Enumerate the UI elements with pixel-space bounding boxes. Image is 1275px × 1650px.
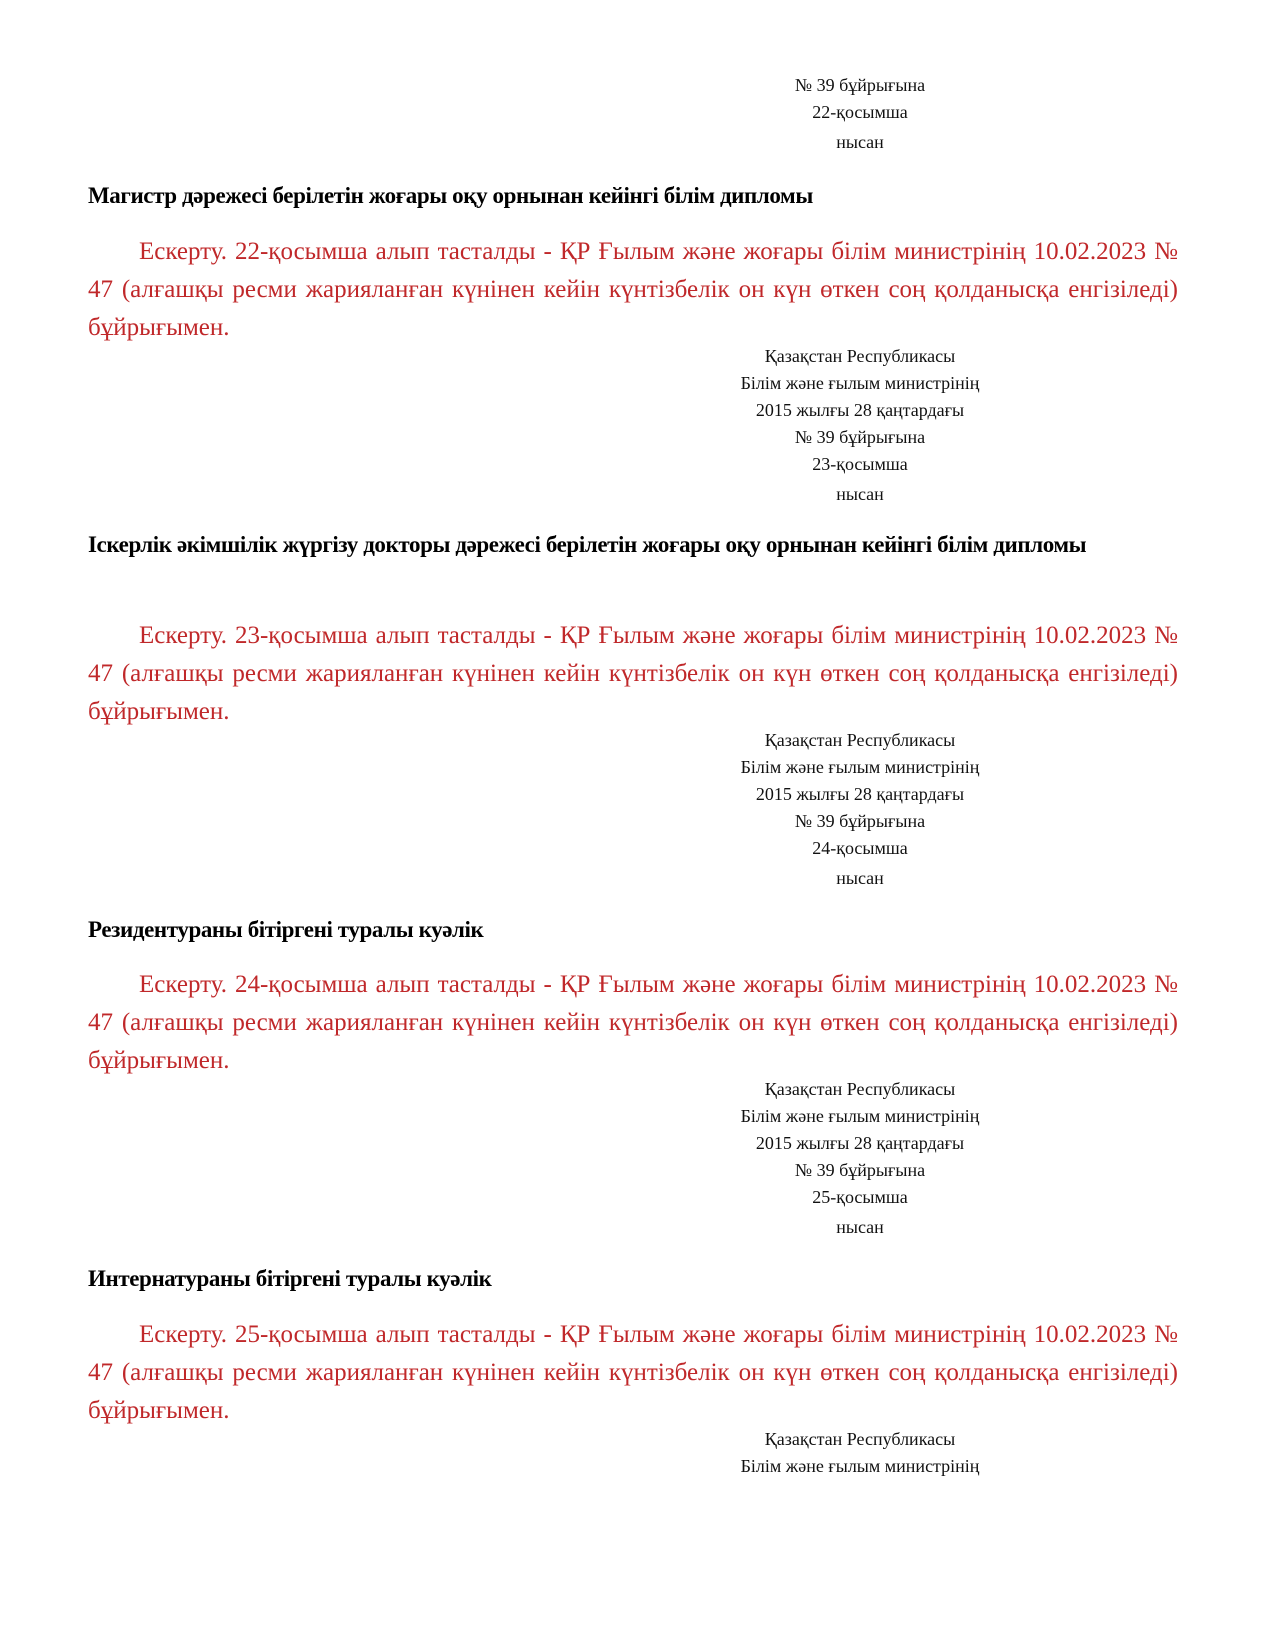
stamp-line: № 39 бұйрығына: [794, 1160, 926, 1180]
deletion-note: Ескерту. 22-қосымша алып тасталды - ҚР Ғылым және жоғары білім министрінің 10.02.2023 № 47 (алғашқы ресми жарияланған күнінен кейін күнтізбелік он күн өткен соң қолданысқа енгізіледі) бұйрығымен.: [88, 238, 1178, 341]
deletion-note: Ескерту. 25-қосымша алып тасталды - ҚР Ғылым және жоғары білім министрінің 10.02.2023 № 47 (алғашқы ресми жарияланған күнінен кейін күнтізбелік он күн өткен соң қолданысқа енгізіледі) бұйрығымен.: [88, 1321, 1178, 1424]
appendix-stamp-26: [700, 1426, 1020, 1480]
stamp-line: Қазақстан Республикасы: [764, 1079, 956, 1099]
appendix-stamp-24: [700, 727, 1020, 892]
stamp-form-label: нысан: [836, 868, 884, 888]
stamp-form-label: нысан: [836, 132, 884, 152]
stamp-line: Қазақстан Республикасы: [764, 730, 956, 750]
stamp-line: Білім және ғылым министрінің: [740, 1456, 980, 1476]
stamp-line: 23-қосымша: [812, 454, 908, 474]
stamp-line: 22-қосымша: [812, 102, 908, 122]
stamp-line: 2015 жылғы 28 қаңтардағы: [755, 784, 965, 804]
stamp-form-label: нысан: [836, 1217, 884, 1237]
section-heading: Резидентураны бітіргені туралы куәлік: [88, 917, 484, 942]
appendix-stamp-22: [700, 72, 1020, 156]
appendix-stamp-25: [700, 1076, 1020, 1241]
section-heading: Магистр дәрежесі берілетін жоғары оқу орнынан кейінгі білім дипломы: [88, 183, 813, 208]
stamp-form-label: нысан: [836, 484, 884, 504]
stamp-line: 2015 жылғы 28 қаңтардағы: [755, 400, 965, 420]
stamp-line: № 39 бұйрығына: [794, 427, 926, 447]
deletion-note: Ескерту. 23-қосымша алып тасталды - ҚР Ғылым және жоғары білім министрінің 10.02.2023 № 47 (алғашқы ресми жарияланған күнінен кейін күнтізбелік он күн өткен соң қолданысқа енгізіледі) бұйрығымен.: [88, 622, 1178, 725]
section-heading: Интернатураны бітіргені туралы куәлік: [88, 1266, 492, 1291]
stamp-line: Білім және ғылым министрінің: [740, 373, 980, 393]
stamp-line: Қазақстан Республикасы: [764, 346, 956, 366]
deletion-note: Ескерту. 24-қосымша алып тасталды - ҚР Ғылым және жоғары білім министрінің 10.02.2023 № 47 (алғашқы ресми жарияланған күнінен кейін күнтізбелік он күн өткен соң қолданысқа енгізіледі) бұйрығымен.: [88, 971, 1178, 1074]
stamp-line: № 39 бұйрығына: [794, 811, 926, 831]
stamp-line: Білім және ғылым министрінің: [740, 757, 980, 777]
section-heading: Іскерлік әкімшілік жүргізу докторы дәрежесі берілетін жоғары оқу орнынан кейінгі білім дипломы: [88, 532, 1087, 557]
stamp-line: 24-қосымша: [812, 838, 908, 858]
stamp-line: 25-қосымша: [812, 1187, 908, 1207]
stamp-line: № 39 бұйрығына: [794, 75, 926, 95]
stamp-line: Білім және ғылым министрінің: [740, 1106, 980, 1126]
appendix-stamp-23: [700, 343, 1020, 508]
stamp-line: 2015 жылғы 28 қаңтардағы: [755, 1133, 965, 1153]
stamp-line: Қазақстан Республикасы: [764, 1429, 956, 1449]
